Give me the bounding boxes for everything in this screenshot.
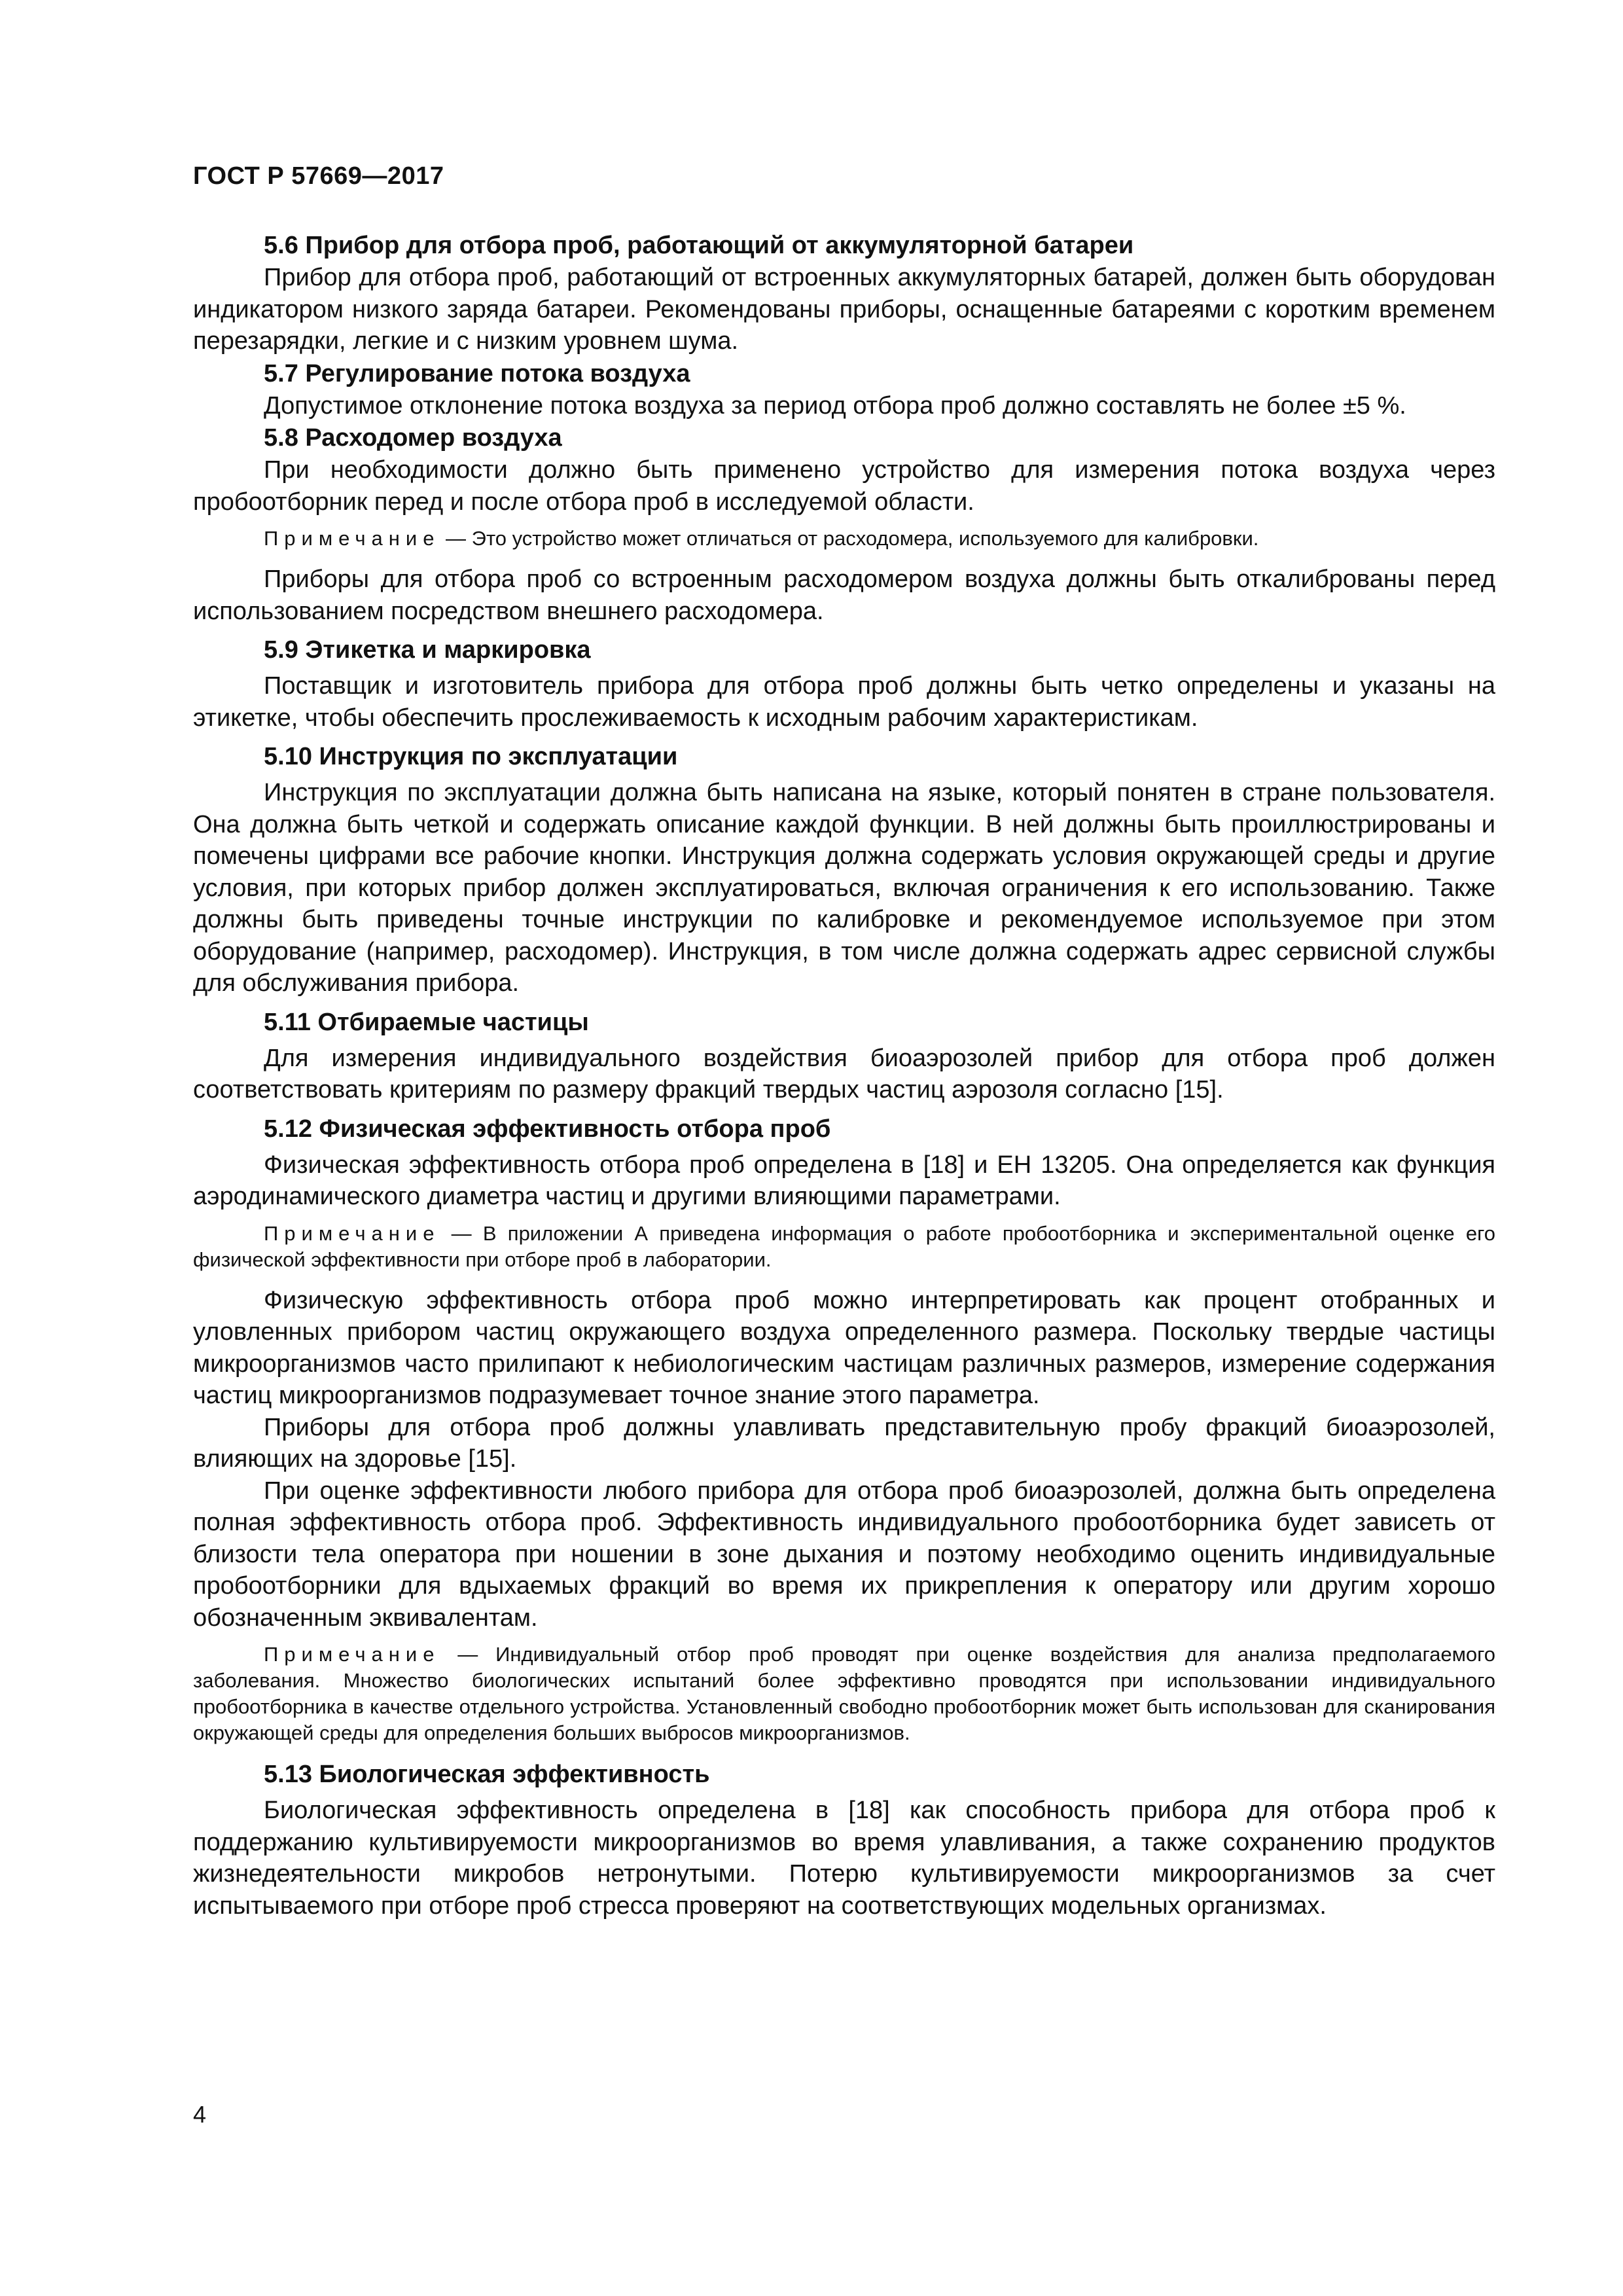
section-5-8-note	[193, 526, 1495, 552]
section-5-13-paragraph: Биологическая эффективность определена в [18] как способность прибора для отбора проб к поддержанию культивируемости микроорганизмов во время улавливания, а также сохранению продуктов жизнедеятельности микробов нетронутыми. Потерю культивируемости микроорганизмов за счет испытываемого при отборе проб стресса проверяют на соответствующих модельных организмах.	[193, 1797, 1495, 1920]
note-label: Примечание	[264, 527, 440, 550]
section-5-7-title: 5.7 Регулирование потока воздуха	[264, 359, 690, 387]
note-text: — В приложении А приведена информация о работе пробоотборника и экспериментальной оценке его физической эффективности при отборе проб в лаборатории.	[193, 1221, 1495, 1271]
section-5-11-title: 5.11 Отбираемые частицы	[264, 1008, 589, 1036]
section-5-6-title: 5.6 Прибор для отбора проб, работающий от аккумуляторной батареи	[264, 232, 1134, 259]
section-5-12-paragraph-4: При оценке эффективности любого прибора для отбора проб биоаэрозолей, должна быть определена полная эффективность отбора проб. Эффективность индивидуального пробоотборника будет зависеть от близости тела оператора при ношении в зоне дыхания и поэтому необходимо оценить индивидуальные пробоотборники для вдыхаемых фракций во время их прикрепления к оператору или другим хорошо обозначенным эквивалентам.	[193, 1477, 1495, 1632]
section-5-12-paragraph-2: Физическую эффективность отбора проб можно интерпретировать как процент отобранных и уловленных прибором частиц окружающего воздуха определенного размера. Поскольку твердые частицы микроорганизмов часто прилипают к небиологическим частицам различных размеров, измерение содержания частиц микроорганизмов подразумевает точное знание этого параметра.	[193, 1286, 1495, 1409]
page-number: 4	[193, 2101, 207, 2128]
section-5-12-paragraph-3: Приборы для отбора проб должны улавливать представительную пробу фракций биоаэрозолей, влияющих на здоровье [15].	[193, 1413, 1495, 1473]
section-5-8-paragraph-1: При необходимости должно быть применено устройство для измерения потока воздуха через пробоотборник перед и после отбора проб в исследуемой области.	[193, 456, 1495, 516]
section-5-13-title: 5.13 Биологическая эффективность	[264, 1761, 710, 1788]
section-5-6-paragraph: Прибор для отбора проб, работающий от встроенных аккумуляторных батарей, должен быть оборудован индикатором низкого заряда батареи. Рекомендованы приборы, оснащенные батареями с коротким временем перезарядки, легкие и с низким уровнем шума.	[193, 264, 1495, 355]
section-5-7-paragraph: Допустимое отклонение потока воздуха за период отбора проб должно составлять не более ±5 %.	[264, 391, 1406, 420]
section-5-11-paragraph: Для измерения индивидуального воздействия биоаэрозолей прибор для отбора проб должен соответствовать критериям по размеру фракций твердых частиц аэрозоля согласно [15].	[193, 1044, 1495, 1103]
section-5-12-note-1	[193, 1221, 1495, 1273]
section-5-10-paragraph: Инструкция по эксплуатации должна быть написана на языке, который понятен в стране пользователя. Она должна быть четкой и содержать описание каждой функции. В ней должны быть проиллюстрированы и помечены цифрами все рабочие кнопки. Инструкция должна содержать условия окружающей среды и другие условия, при которых прибор должен эксплуатироваться, включая ограничения к его использованию. Также должны быть приведены точные инструкции по калибровке и рекомендуемое используемое при этом оборудование (например, расходомер). Инструкция, в том числе должна содержать адрес сервисной службы для обслуживания прибора.	[193, 779, 1495, 997]
section-5-12-note-2	[193, 1641, 1495, 1746]
section-5-12-title: 5.12 Физическая эффективность отбора проб	[264, 1115, 831, 1143]
section-5-10-title: 5.10 Инструкция по эксплуатации	[264, 743, 678, 770]
note-text: — Индивидуальный отбор проб проводят при оценке воздействия для анализа предполагаемого заболевания. Множество биологических испытаний более эффективно проводятся при использовании индивидуального пробоотборника в качестве отдельного устройства. Установленный свободно пробоотборник может быть использован для сканирования окружающей среды для определения больших выбросов микроорганизмов.	[193, 1643, 1495, 1744]
section-5-9-title: 5.9 Этикетка и маркировка	[264, 636, 591, 664]
note-label: Примечание	[264, 1643, 440, 1666]
document-code-header: ГОСТ Р 57669—2017	[193, 162, 444, 190]
document-body	[193, 229, 1495, 1922]
section-5-8-title: 5.8 Расходомер воздуха	[264, 424, 562, 452]
section-5-12-paragraph-1: Физическая эффективность отбора проб определена в [18] и ЕН 13205. Она определяется как функция аэродинамического диаметра частиц и другими влияющими параметрами.	[193, 1151, 1495, 1210]
note-label: Примечание	[264, 1221, 440, 1245]
section-5-9-paragraph: Поставщик и изготовитель прибора для отбора проб должны быть четко определены и указаны на этикетке, чтобы обеспечить прослеживаемость к исходным рабочим характеристикам.	[193, 672, 1495, 732]
section-5-8-paragraph-2: Приборы для отбора проб со встроенным расходомером воздуха должны быть откалиброваны перед использованием посредством внешнего расходомера.	[193, 565, 1495, 625]
note-text: — Это устройство может отличаться от расходомера, используемого для калибровки.	[440, 527, 1259, 550]
